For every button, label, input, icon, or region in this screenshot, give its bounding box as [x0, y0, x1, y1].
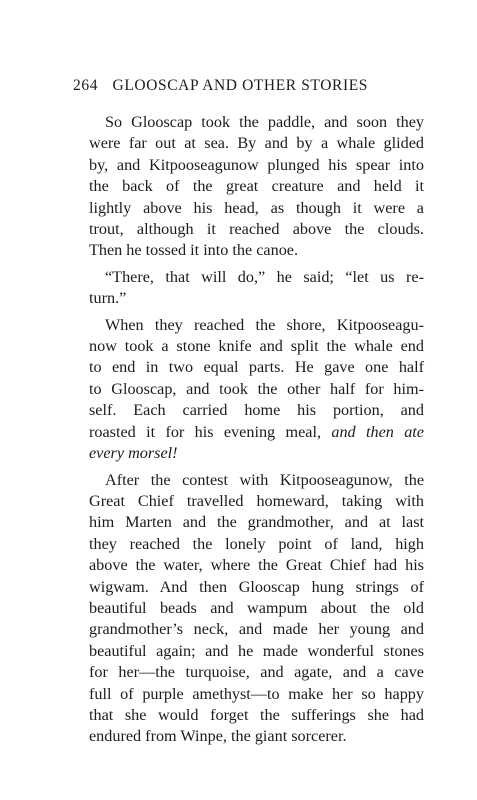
text-line [73, 443, 424, 464]
italic-text: and then ate [331, 422, 424, 441]
text-line: When they reached the shore, Kitpooseagu- [105, 315, 424, 334]
paragraph [73, 112, 424, 262]
text-line: were far out at sea. By and by a whale glided [89, 134, 424, 153]
running-header [73, 77, 368, 95]
text-line: turn.” [89, 289, 127, 308]
text-line: lightly above his head, as though it were a [89, 198, 424, 217]
text-line: trout, although it reached above the clouds. [89, 220, 424, 239]
text-line-roman: roasted it for his evening meal, [89, 422, 321, 441]
text-line: for her—the turquoise, and agate, and a cave [89, 663, 424, 682]
body-text [73, 112, 424, 753]
paragraph [73, 470, 424, 748]
text-line: grandmother’s neck, and made her young and [89, 620, 424, 639]
text-line: now took a stone knife and split the whale end [89, 337, 424, 356]
text-line: After the contest with Kitpooseagunow, the [105, 470, 424, 489]
text-line: self. Each carried home his portion, and [89, 401, 424, 420]
text-line: Then he tossed it into the canoe. [89, 241, 299, 260]
text-line: Great Chief travelled homeward, taking with [89, 491, 424, 510]
text-line: him Marten and the grandmother, and at last [89, 513, 424, 532]
running-title: GLOOSCAP AND OTHER STORIES [112, 77, 368, 94]
page-number: 264 [73, 77, 99, 94]
text-line [73, 422, 424, 443]
italic-text: every morsel! [89, 444, 178, 463]
paragraph [73, 315, 424, 465]
text-line: that she would forget the sufferings she had [89, 705, 424, 724]
text-line: by, and Kitpooseagunow plunged his spear into [89, 155, 424, 174]
text-line: So Glooscap took the paddle, and soon they [105, 113, 424, 131]
text-line: “There, that will do,” he said; “let us re- [105, 267, 424, 286]
text-line: the back of the great creature and held it [89, 177, 424, 196]
text-line: beautiful beads and wampum about the old [89, 598, 424, 617]
text-line: to end in two equal parts. He gave one half [89, 358, 424, 377]
text-line: to Glooscap, and took the other half for him- [89, 379, 424, 398]
text-line: full of purple amethyst—to make her so happy [89, 684, 424, 703]
text-line: wigwam. And then Glooscap hung strings of [89, 577, 424, 596]
text-line: they reached the lonely point of land, high [89, 534, 424, 553]
paragraph [73, 267, 424, 310]
text-line: endured from Winpe, the giant sorcerer. [89, 727, 347, 746]
text-line: above the water, where the Great Chief had his [89, 556, 424, 575]
text-line: beautiful again; and he made wonderful stones [89, 641, 424, 660]
